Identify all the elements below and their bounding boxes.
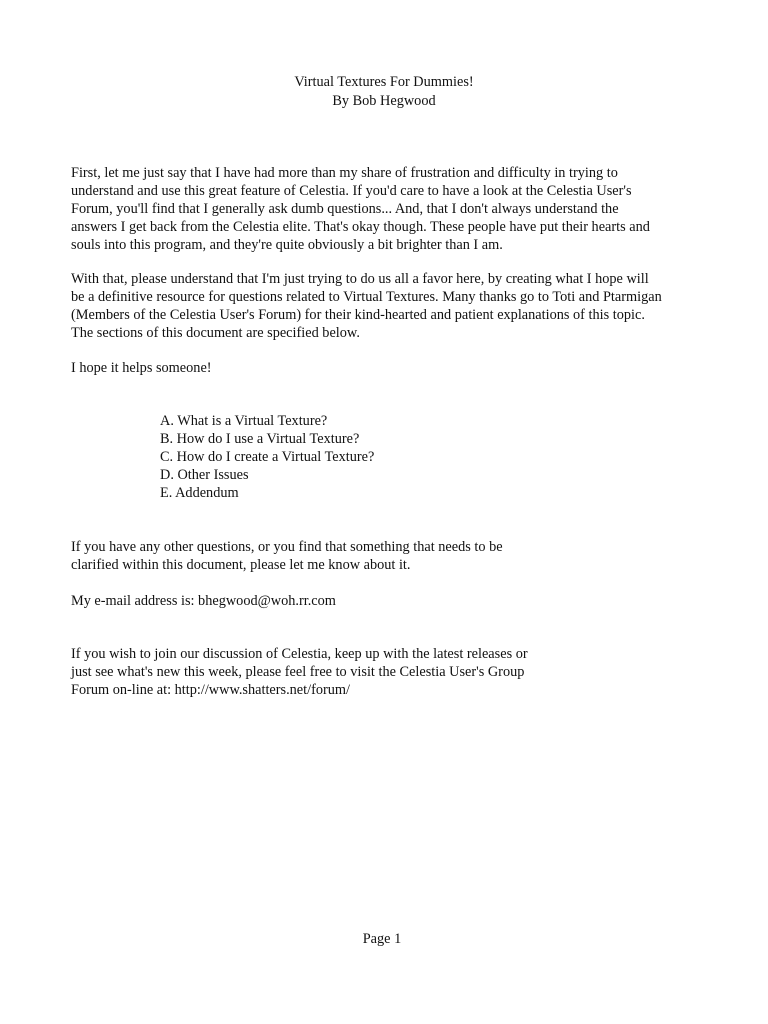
questions-paragraph	[71, 538, 541, 574]
questions-line: If you have any other questions, or you find that something that needs to be	[71, 539, 503, 555]
forum-paragraph	[71, 645, 571, 699]
title-block	[0, 73, 768, 111]
section-item: A. What is a Virtual Texture?	[160, 413, 328, 429]
email-paragraph: My e-mail address is: bhegwood@woh.rr.com	[71, 593, 336, 609]
intro-line: Forum, you'll find that I generally ask dumb questions... And, that I don't always understand the	[71, 201, 619, 217]
forum-line: just see what's new this week, please feel free to visit the Celestia User's Group	[71, 664, 525, 680]
purpose-paragraph	[71, 270, 711, 342]
section-item: B. How do I use a Virtual Texture?	[160, 431, 360, 447]
intro-line: souls into this program, and they're quite obviously a bit brighter than I am.	[71, 237, 503, 253]
intro-line: First, let me just say that I have had more than my share of frustration and difficulty in trying to	[71, 165, 618, 181]
section-item: E. Addendum	[160, 485, 239, 501]
page-number: Page 1	[362, 931, 402, 947]
document-title: Virtual Textures For Dummies!	[294, 74, 474, 90]
section-item: C. How do I create a Virtual Texture?	[160, 449, 375, 465]
forum-line: Forum on-line at: http://www.shatters.net/forum/	[71, 682, 351, 698]
intro-paragraph	[71, 164, 711, 254]
intro-line: answers I get back from the Celestia elite. That's okay though. These people have put their hearts and	[71, 219, 650, 235]
purpose-line: be a definitive resource for questions related to Virtual Textures. Many thanks go to Toti and Ptarmigan	[71, 289, 662, 305]
purpose-line: (Members of the Celestia User's Forum) for their kind-hearted and patient explanations of this topic.	[71, 307, 645, 323]
section-list	[160, 412, 374, 502]
questions-line: clarified within this document, please let me know about it.	[71, 557, 411, 573]
intro-line: understand and use this great feature of Celestia. If you'd care to have a look at the Celestia User's	[71, 183, 632, 199]
section-item: D. Other Issues	[160, 467, 249, 483]
forum-line: If you wish to join our discussion of Celestia, keep up with the latest releases or	[71, 646, 528, 662]
purpose-line: The sections of this document are specified below.	[71, 325, 360, 341]
document-author: By Bob Hegwood	[332, 93, 436, 109]
purpose-line: With that, please understand that I'm just trying to do us all a favor here, by creating what I hope will	[71, 271, 649, 287]
hope-paragraph: I hope it helps someone!	[71, 360, 212, 376]
